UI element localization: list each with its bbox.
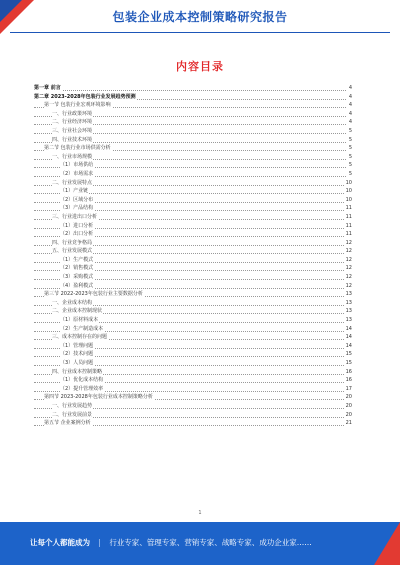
toc-entry-title: （1）生产模式 [60, 256, 94, 263]
toc-entry[interactable] [34, 282, 352, 291]
footer-separator: | [98, 538, 101, 547]
toc-entry-title: （2）销售模式 [60, 265, 94, 272]
toc-entry[interactable] [34, 84, 352, 93]
toc-entry-title: 三、行业进出口分析 [52, 213, 98, 220]
toc-entry-title: 四、行业竞争格局 [52, 239, 93, 246]
toc-entry-title: 第二章 2023-2028年包装行业发展趋势预测 [34, 93, 136, 100]
toc-entry-page: 11 [345, 222, 352, 229]
toc-entry-page: 12 [345, 282, 352, 289]
footer-corner-decoration [374, 522, 400, 565]
toc-entry-page: 17 [345, 385, 352, 392]
toc-entry-page: 5 [348, 162, 352, 169]
toc-entry-page: 14 [345, 325, 352, 332]
toc-entry-title: （2）提升管理效率 [60, 385, 104, 392]
toc-entry-page: 4 [348, 119, 352, 126]
toc-entry[interactable] [34, 264, 352, 273]
toc-entry-page: 5 [348, 136, 352, 143]
toc-entry[interactable] [34, 273, 352, 282]
toc-entry-page: 5 [348, 145, 352, 152]
toc-entry-title: 一、行业发展趋势 [52, 402, 93, 409]
toc-entry[interactable] [34, 144, 352, 153]
footer-role: 管理专家 [146, 538, 177, 547]
toc-entry-title: （2）市场需求 [60, 170, 94, 177]
toc-entry-title: 一、行业市场规模 [52, 153, 93, 160]
footer-role: 行业专家 [109, 538, 140, 547]
toc-entry[interactable] [34, 222, 352, 231]
toc-entry-page: 20 [345, 402, 352, 409]
toc-entry-page: 10 [345, 179, 352, 186]
toc-entry-page: 4 [348, 102, 352, 109]
toc-entry-page: 15 [345, 351, 352, 358]
toc-entry[interactable] [34, 402, 352, 411]
toc-entry-page: 4 [348, 93, 352, 100]
page-number: 1 [198, 510, 202, 516]
toc-entry[interactable] [34, 179, 352, 188]
toc-entry[interactable] [34, 153, 352, 162]
toc-entry[interactable] [34, 376, 352, 385]
toc-entry-title: （1）产业链 [60, 188, 89, 195]
report-title: 包装企业成本控制策略研究报告 [112, 10, 288, 24]
toc-entry[interactable] [34, 325, 352, 334]
toc-entry[interactable] [34, 118, 352, 127]
toc-entry-title: 第四节 2023-2028年包装行业成本控制策略分析 [44, 394, 153, 401]
toc-entry-title: 二、行业经济环境 [52, 119, 93, 126]
toc-entry-title: （3）产品结构 [60, 205, 94, 212]
toc-entry-title: 三、行业社会环境 [52, 127, 93, 134]
toc-entry-page: 15 [345, 360, 352, 366]
footer-slogan: 让每个人都能成为 | 行业专家、管理专家、营销专家、战略专家、成功企业家…… [30, 538, 312, 547]
toc-entry[interactable] [34, 101, 352, 110]
toc-entry-page: 13 [345, 317, 352, 324]
toc-entry-page: 13 [345, 291, 352, 298]
toc-entry-title: 一、行业政策环境 [52, 110, 93, 117]
toc-entry[interactable] [34, 316, 352, 325]
toc-entry-title: （3）采购模式 [60, 274, 94, 281]
footer-slogan-lead: 让每个人都能成为 [30, 538, 90, 547]
toc-entry-page: 12 [345, 265, 352, 272]
toc-entry-title: （1）原材料成本 [60, 317, 99, 324]
toc-entry-page: 14 [345, 334, 352, 341]
toc-entry-title: 四、行业技术环境 [52, 136, 93, 143]
toc-entry-page: 13 [345, 299, 352, 306]
toc-entry[interactable] [34, 93, 352, 102]
toc-entry[interactable] [34, 110, 352, 119]
toc-entry-page: 20 [345, 411, 352, 418]
toc-entry[interactable] [34, 411, 352, 420]
toc-entry[interactable] [34, 385, 352, 394]
toc-entry[interactable] [34, 368, 352, 377]
footer-role: 战略专家 [221, 538, 252, 547]
toc-entry-title: 二、行业发展前景 [52, 411, 93, 418]
toc-entry-title: 五、行业发展模式 [52, 248, 93, 255]
toc-entry-title: 三、成本控制存在的问题 [52, 334, 108, 341]
toc-entry-page: 5 [348, 153, 352, 160]
toc-entry-page: 11 [345, 231, 352, 238]
toc-entry[interactable] [34, 196, 352, 205]
toc-entry-page: 10 [345, 188, 352, 195]
toc-entry[interactable] [34, 393, 352, 402]
toc-entry[interactable] [34, 239, 352, 248]
toc-entry-page: 14 [345, 342, 352, 349]
toc-entry[interactable] [34, 127, 352, 136]
page-footer [0, 522, 400, 565]
toc-entry-page: 12 [345, 256, 352, 263]
toc-entry-title: 第一节 包装行业宏观环境影响 [44, 102, 111, 109]
toc-entry[interactable] [34, 213, 352, 222]
toc-entry-title: 第一章 前言 [34, 85, 61, 91]
toc-entry[interactable] [34, 342, 352, 351]
toc-entry[interactable] [34, 230, 352, 239]
toc-entry-title: 一、企业成本结构 [52, 299, 93, 306]
toc-entry-title: （1）优化成本结构 [60, 377, 104, 384]
toc-entry-page: 12 [345, 274, 352, 281]
footer-role: 成功企业家…… [259, 538, 312, 547]
toc-entry-title: （1）市场供给 [60, 162, 94, 169]
toc-entry-page: 16 [345, 377, 352, 384]
toc-entry-page: 4 [348, 110, 352, 117]
toc-entry-page: 12 [345, 239, 352, 246]
toc-entry-page: 5 [348, 170, 352, 177]
table-of-contents [34, 84, 352, 428]
toc-entry[interactable] [34, 419, 352, 428]
toc-entry-page: 11 [345, 205, 352, 212]
toc-entry-title: （1）进口分析 [60, 222, 94, 229]
toc-entry[interactable] [34, 187, 352, 196]
toc-entry-title: （2）区域分布 [60, 196, 94, 203]
header-rule [10, 32, 390, 33]
toc-entry-title: 第五节 企业案例分析 [44, 420, 91, 427]
toc-entry-page: 5 [348, 127, 352, 134]
toc-entry-title: 二、行业发展特点 [52, 179, 93, 186]
toc-leader-dots [34, 84, 346, 91]
toc-entry-page: 12 [345, 248, 352, 255]
toc-entry-page: 20 [345, 394, 352, 401]
toc-entry-page: 4 [348, 85, 352, 91]
toc-entry-page: 21 [345, 420, 352, 427]
toc-entry[interactable] [34, 136, 352, 145]
page-header [0, 0, 400, 34]
toc-entry[interactable] [34, 307, 352, 316]
toc-entry-page: 10 [345, 196, 352, 203]
toc-entry-title: （2）技术问题 [60, 351, 94, 358]
footer-role: 营销专家 [184, 538, 215, 547]
toc-entry[interactable] [34, 247, 352, 256]
toc-entry[interactable] [34, 204, 352, 213]
toc-entry-title: 四、行业成本控制策略 [52, 368, 103, 375]
toc-entry[interactable] [34, 256, 352, 265]
toc-heading: 内容目录 [176, 60, 224, 73]
toc-entry[interactable] [34, 170, 352, 179]
toc-entry[interactable] [34, 161, 352, 170]
toc-entry-page: 16 [345, 368, 352, 375]
toc-entry[interactable] [34, 290, 352, 299]
toc-entry-page: 11 [345, 213, 352, 220]
toc-entry-title: 第三节 2022-2023年包装行业主要数据分析 [44, 291, 143, 298]
toc-entry[interactable] [34, 299, 352, 308]
toc-entry-page: 13 [345, 308, 352, 315]
toc-entry[interactable] [34, 333, 352, 342]
toc-entry-title: （2）生产制造成本 [60, 325, 104, 332]
toc-entry-title: （2）出口分析 [60, 231, 94, 238]
toc-entry[interactable] [34, 359, 352, 368]
toc-entry-title: （4）盈利模式 [60, 282, 94, 289]
toc-entry-title: 第二节 包装行业市场供需分析 [44, 145, 111, 152]
toc-entry-title: （1）管理问题 [60, 342, 94, 349]
toc-entry-title: （3）人员问题 [60, 360, 94, 366]
toc-entry-title: 二、企业成本控制现状 [52, 308, 103, 315]
toc-entry[interactable] [34, 350, 352, 359]
